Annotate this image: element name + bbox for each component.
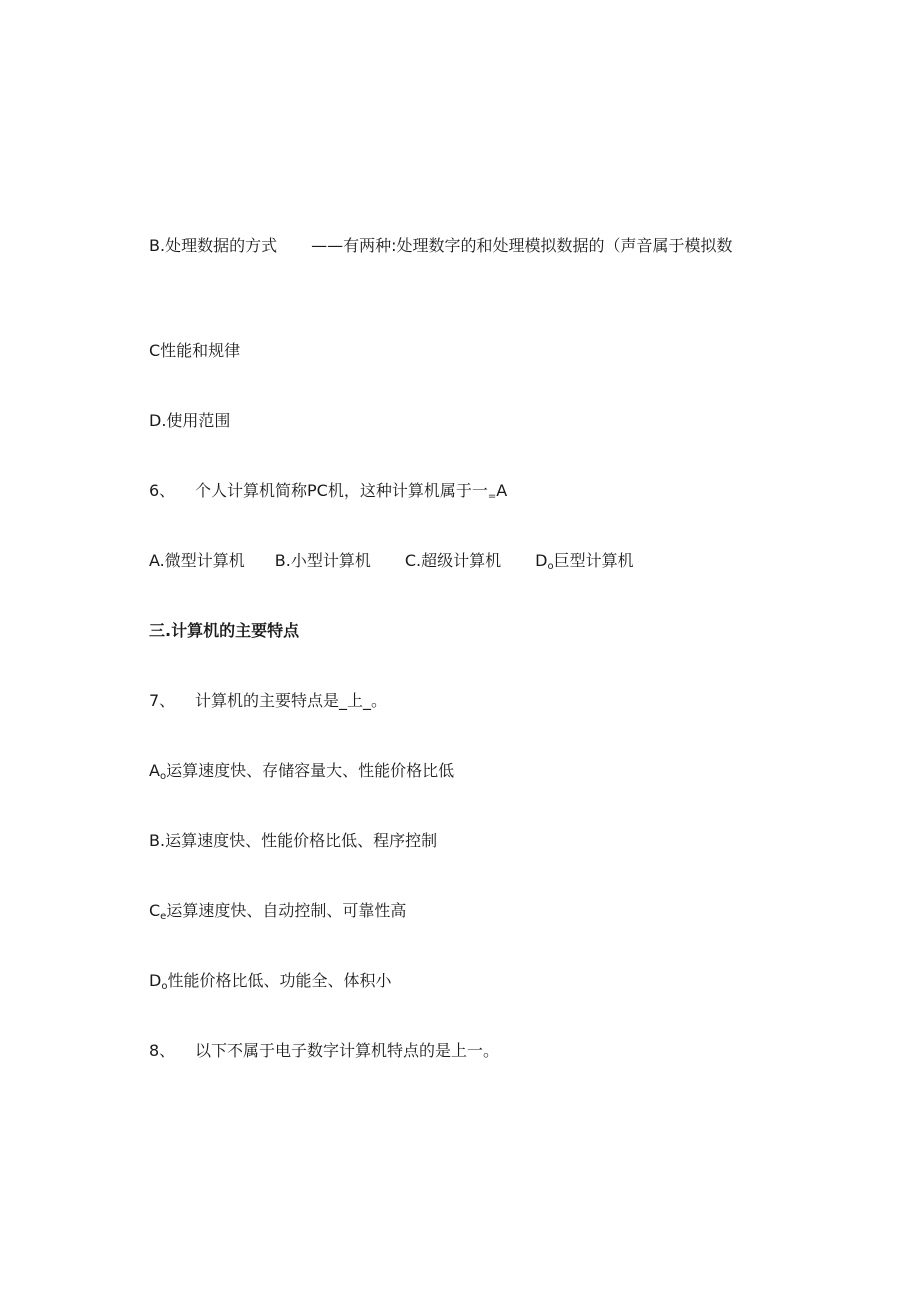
option-b-processing-line (149, 236, 732, 256)
option-b-processing-explanation: ——有两种:处理数字的和处理模拟数据的（声音属于模拟数 (311, 236, 733, 255)
question-7-option-a-text: 运算速度快、存储容量大、性能价格比低 (166, 761, 455, 780)
option-c-performance-text: C性能和规律 (149, 341, 241, 360)
question-6-option-d-mark: o (547, 561, 554, 572)
option-c-performance-line (149, 341, 240, 361)
option-b-processing-label: B.处理数据的方式 (149, 236, 278, 255)
question-6-answer: A (496, 481, 508, 500)
question-7-option-a-mark: o (159, 771, 167, 782)
question-7-option-d-text: 性能价格比低、功能全、体积小 (167, 971, 392, 990)
question-6 (149, 481, 507, 501)
question-7-option-d (149, 971, 391, 991)
section-3-heading (149, 621, 299, 641)
question-7-option-d-mark: o (161, 981, 168, 992)
question-6-option-a: A.微型计算机 (149, 551, 245, 570)
question-6-option-d-letter: D (535, 551, 548, 570)
question-7-option-c-text: 运算速度快、自动控制、可靠性高 (166, 901, 407, 920)
option-d-scope-line (149, 411, 230, 431)
question-7-option-c-letter: C (149, 901, 161, 920)
section-3-title: 三.计算机的主要特点 (149, 621, 300, 640)
option-d-scope-text: D.使用范围 (149, 411, 231, 430)
question-7-option-b-text: B.运算速度快、性能价格比低、程序控制 (149, 831, 438, 850)
question-6-option-d-text: 巨型计算机 (553, 551, 634, 570)
question-7-option-b (149, 831, 437, 851)
question-8-number: 8、 (149, 1041, 176, 1060)
question-6-option-b: B.小型计算机 (274, 551, 371, 570)
question-7-option-a-letter: A (149, 761, 160, 780)
question-7-option-d-letter: D (149, 971, 162, 990)
question-7-option-a (149, 761, 454, 781)
question-7-option-c (149, 901, 406, 921)
question-6-options (149, 551, 634, 571)
question-8-text: 以下不属于电子数字计算机特点的是上一。 (195, 1041, 500, 1060)
question-7-number: 7、 (149, 691, 176, 710)
question-6-number: 6、 (149, 481, 176, 500)
question-8 (149, 1041, 499, 1061)
question-6-text: 个人计算机简称PC机，这种计算机属于一 (195, 481, 488, 500)
question-6-mark: = (487, 491, 497, 502)
question-6-option-c: C.超级计算机 (404, 551, 502, 570)
question-7-text: 计算机的主要特点是_上_。 (195, 691, 388, 710)
question-7-option-c-mark: e (160, 911, 167, 922)
question-7 (149, 691, 387, 711)
